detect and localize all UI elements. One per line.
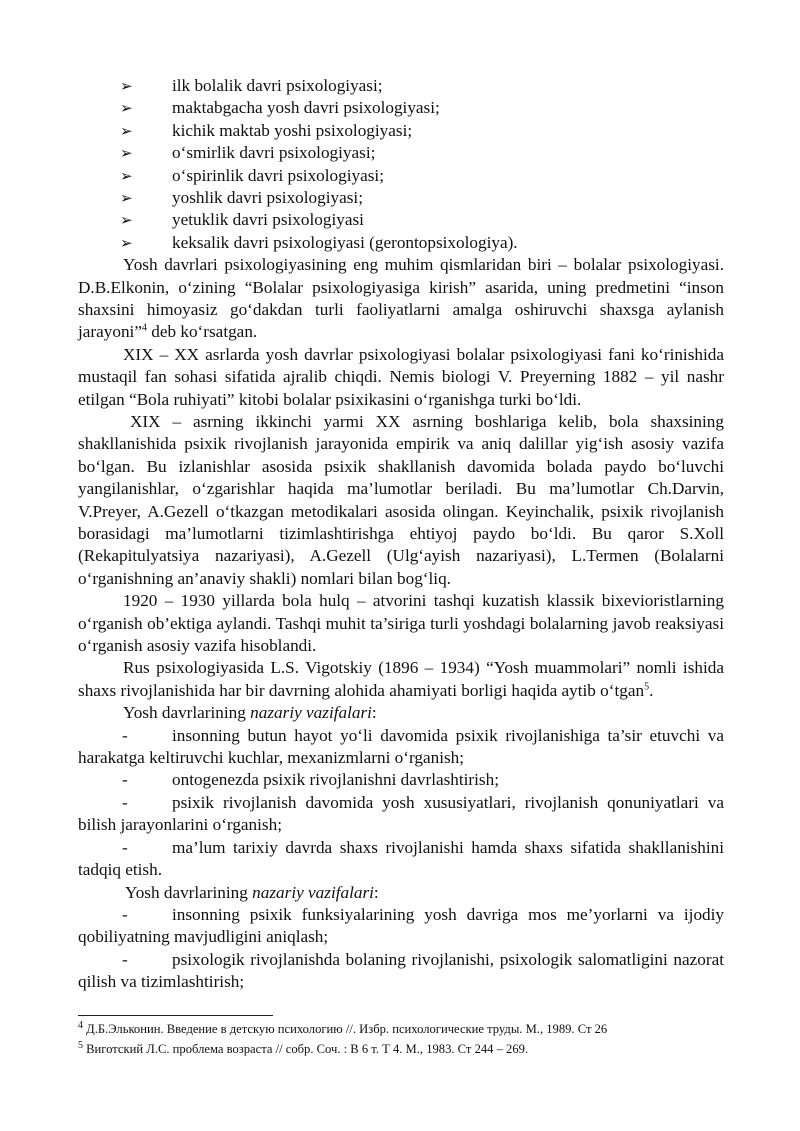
arrow-bullet-icon: ➢ [120, 77, 133, 95]
dash-list [78, 725, 724, 882]
footnote: $^5$ Виготский Л.С. проблема возраста // собр. Соч. : В 6 т. Т 4. М., 1983. Ст 244 – 269. [78, 1039, 529, 1056]
dash-bullet: - [122, 904, 128, 924]
paragraph-xix-century: XIX – asrning ikkinchi yarmi XX asrning boshlariga kelib, bola shaxsining shakllanishida psixik rivojlanish jarayonida empirik va aniq dalillar yig‘ish asosiy vazifa bo‘lgan. Bu izlanishlar asosida psixik shakllanish davomida bolada paydo bo‘luvchi yangilanishlar, o‘zgarishlar haqida ma’lumotlar beriladi. Bu ma’lumotlar Ch.Darvin, V.Preyer, A.Gezell o‘tkazgan metodikalari asosida olingan. Keyinchalik, psixik rivojlanish borasidagi ma’lumotlarni tizimlashtirishga ehtiyoj paydo bo‘ldi. Bu qaror S.Xoll (Rekapitulyatsiya nazariyasi), A.Gezell (Ulg‘ayish nazariyasi), L.Termen (Bolalarni o‘rganishning an’anaviy shakli) nomlari bilan bog‘liq. [78, 411, 724, 588]
footnote-separator [78, 1015, 273, 1016]
arrow-bullet-icon: ➢ [120, 211, 133, 230]
list-item: - psixik rivojlanish davomida yosh xususiyatlari, rivojlanish qonuniyatlari va bilish jarayonlarini o‘rganish; [78, 792, 724, 835]
list-item: - insonning psixik funksiyalarining yosh davriga mos me’yorlarni va ijodiy qobiliyatning mavjudligini aniqlash; [78, 904, 724, 947]
list-item: - ontogenezda psixik rivojlanishni davrlashtirish; [78, 769, 724, 791]
list-item: ➢ yoshlik davri psixologiyasi; [78, 187, 724, 209]
arrow-bullet-icon: ➢ [120, 121, 133, 140]
section-heading: Yosh davrlarining nazariy vazifalari: [123, 703, 377, 723]
list-item: ➢ o‘smirlik davri psixologiyasi; [78, 142, 724, 164]
list-item: ➢ yetuklik davri psixologiyasi [78, 209, 724, 231]
list-item: ➢ kichik maktab yoshi psixologiyasi; [78, 120, 724, 142]
list-item: - psixologik rivojlanishda bolaning rivojlanishi, psixologik salomatligini nazorat qilish va tizimlashtirish; [78, 949, 724, 992]
paragraph-vygotsky: Rus psixologiyasida L.S. Vigotskiy (1896 – 1934) “Yosh muammolari” nomli ishida shaxs rivojlanishida har bir davrning alohida ahamiyati borligi haqida aytib o‘tgan$^5$. [78, 658, 724, 700]
section-heading: Yosh davrlarining nazariy vazifalari: [125, 882, 379, 902]
list-item: - insonning butun hayot yo‘li davomida psixik rivojlanishiga ta’sir etuvchi va harakatga keltiruvchi kuchlar, mexanizmlarni o‘rganish; [78, 725, 724, 768]
dash-bullet: - [122, 792, 128, 812]
list-item: ➢ keksalik davri psixologiyasi (gerontopsixologiya). [78, 232, 724, 254]
footnote-ref[interactable]: 5 [644, 681, 650, 693]
dash-bullet: - [122, 837, 128, 857]
list-item: ➢ maktabgacha yosh davri psixologiyasi; [78, 97, 724, 119]
footnote-ref[interactable]: 4 [141, 322, 147, 334]
paragraph-history: XIX – XX asrlarda yosh davrlar psixologiyasi bolalar psixologiyasi fani ko‘rinishida mustaqil fan sohasi sifatida ajralib chiqdi. Nemis biologi V. Preyerning 1882 – yil nashr etilgan “Bola ruhiyati” kitobi bolalar psixikasini o‘rganishga turki bo‘ldi. [78, 344, 724, 409]
list-item: ➢ ilk bolalik davri psixologiyasi; [78, 75, 724, 97]
footnote: $^4$ Д.Б.Эльконин. Введение в детскую психологию //. Избр. психологические труды. М., 1989. Ст 26 [78, 1019, 608, 1036]
dash-bullet: - [122, 725, 128, 745]
arrow-bullet-icon: ➢ [120, 188, 133, 207]
arrow-bullet-icon: ➢ [120, 233, 133, 252]
paragraph-elkonin: Yosh davrlari psixologiyasining eng muhim qismlaridan biri – bolalar psixologiyasi. D.B.Elkonin, o‘zining “Bolalar psixologiyasiga kirish” asarida, uning predmetini “inson shaxsini himoyasiz go‘dakdan turli faoliyatlarni amalga oshiruvchi shaxsga aylanish jarayoni”$^4$ deb ko‘rsatgan. [78, 255, 724, 342]
dash-list [78, 904, 724, 994]
arrow-bullet-icon: ➢ [120, 166, 133, 185]
list-item: ➢ o‘spirinlik davri psixologiyasi; [78, 165, 724, 187]
document-page [78, 75, 724, 994]
dash-bullet: - [122, 949, 128, 969]
bullet-list [78, 75, 724, 254]
arrow-bullet-icon: ➢ [120, 144, 133, 163]
arrow-bullet-icon: ➢ [120, 99, 133, 118]
dash-bullet: - [122, 770, 128, 790]
paragraph-behaviorism: 1920 – 1930 yillarda bola hulq – atvorini tashqi kuzatish klassik bixevioristlarning o‘rganish ob’ektiga aylandi. Tashqi muhit ta’siriga turli yoshdagi bolalarning javob reaksiyasi o‘rganish asosiy vazifa hisoblandi. [78, 591, 724, 656]
list-item: - ma’lum tarixiy davrda shaxs rivojlanishi hamda shaxs sifatida shakllanishini tadqiq etish. [78, 837, 724, 880]
